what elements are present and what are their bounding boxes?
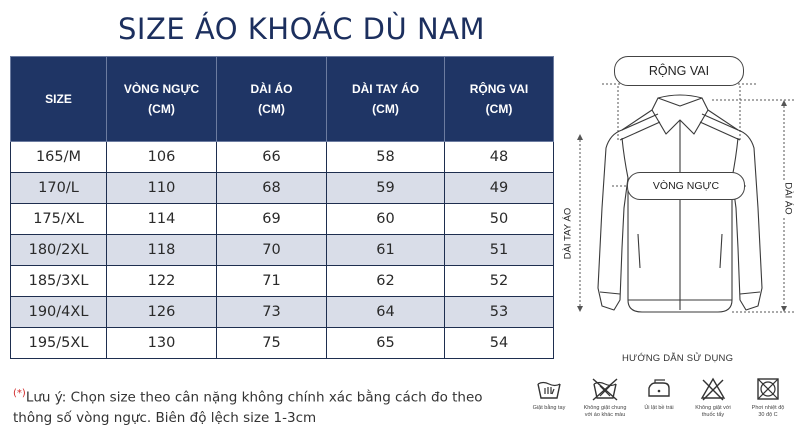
table-row: [11, 204, 554, 235]
care-caption: 30 độ C: [758, 412, 778, 418]
care-item: [524, 376, 574, 412]
table-cell: 180/2XL: [11, 235, 107, 266]
care-item: [743, 376, 793, 419]
table-cell: 114: [107, 204, 217, 235]
care-item: [688, 376, 738, 419]
care-caption: Không giặt chung: [583, 405, 627, 411]
table-cell: 126: [107, 297, 217, 328]
header-size: SIZE: [11, 57, 107, 142]
table-row: [11, 328, 554, 359]
table-cell: 170/L: [11, 173, 107, 204]
care-caption: Không giặt với: [695, 405, 731, 411]
care-caption: Phơi nhiệt độ: [751, 405, 785, 411]
care-caption: với áo khác màu: [584, 412, 626, 418]
table-row: [11, 235, 554, 266]
table-cell: 65: [327, 328, 445, 359]
table-cell: 75: [217, 328, 327, 359]
care-caption: Giặt bằng tay: [532, 405, 566, 411]
jacket-length-label: DÀI ÁO: [782, 182, 794, 215]
no-wash-together-icon: [591, 376, 619, 402]
header-chest: VÒNG NGỰC (CM): [107, 57, 217, 142]
size-table: [10, 56, 554, 359]
table-cell: 70: [217, 235, 327, 266]
table-cell: 118: [107, 235, 217, 266]
table-cell: 66: [217, 142, 327, 173]
table-cell: 61: [327, 235, 445, 266]
care-item: [634, 376, 684, 412]
table-cell: 64: [327, 297, 445, 328]
table-row: [11, 266, 554, 297]
hand-wash-icon: [535, 376, 563, 402]
tumble-dry-icon: [754, 376, 782, 402]
table-row: [11, 142, 554, 173]
care-caption: thuốc tẩy: [701, 412, 725, 418]
table-cell: 110: [107, 173, 217, 204]
header-length: DÀI ÁO (CM): [217, 57, 327, 142]
chest-label: VÒNG NGỰC: [627, 172, 745, 200]
table-cell: 48: [445, 142, 554, 173]
page-title: SIZE ÁO KHOÁC DÙ NAM: [118, 12, 486, 46]
table-cell: 62: [327, 266, 445, 297]
note-line-1: Lưu ý: Chọn size theo cân nặng không chính xác bằng cách đo theo: [25, 389, 483, 406]
header-shoulder: RỘNG VAI (CM): [445, 57, 554, 142]
table-cell: 130: [107, 328, 217, 359]
sleeve-length-label: DÀI TAY ÁO: [562, 207, 574, 260]
table-cell: 69: [217, 204, 327, 235]
table-cell: 195/5XL: [11, 328, 107, 359]
care-caption: Ủi lật bề trái: [644, 405, 674, 411]
table-cell: 73: [217, 297, 327, 328]
table-row: [11, 297, 554, 328]
table-row: [11, 173, 554, 204]
care-instructions-title: HƯỚNG DẪN SỬ DỤNG: [622, 353, 734, 364]
table-cell: 190/4XL: [11, 297, 107, 328]
table-cell: 122: [107, 266, 217, 297]
table-cell: 50: [445, 204, 554, 235]
no-bleach-icon: [699, 376, 727, 402]
table-cell: 52: [445, 266, 554, 297]
table-cell: 68: [217, 173, 327, 204]
table-cell: 59: [327, 173, 445, 204]
table-cell: 185/3XL: [11, 266, 107, 297]
table-cell: 53: [445, 297, 554, 328]
table-cell: 106: [107, 142, 217, 173]
size-note: [13, 384, 483, 428]
table-cell: 58: [327, 142, 445, 173]
table-cell: 71: [217, 266, 327, 297]
care-item: [580, 376, 630, 419]
table-cell: 165/M: [11, 142, 107, 173]
table-cell: 51: [445, 235, 554, 266]
note-marker: (*): [13, 388, 26, 399]
table-cell: 175/XL: [11, 204, 107, 235]
table-cell: 54: [445, 328, 554, 359]
iron-reverse-icon: [645, 376, 673, 402]
shoulder-width-label: RỘNG VAI: [614, 56, 744, 86]
table-cell: 60: [327, 204, 445, 235]
header-sleeve: DÀI TAY ÁO (CM): [327, 57, 445, 142]
table-header-row: [11, 57, 554, 142]
table-cell: 49: [445, 173, 554, 204]
note-line-2: thông số vòng ngực. Biên độ lệch size 1-3cm: [13, 409, 317, 426]
